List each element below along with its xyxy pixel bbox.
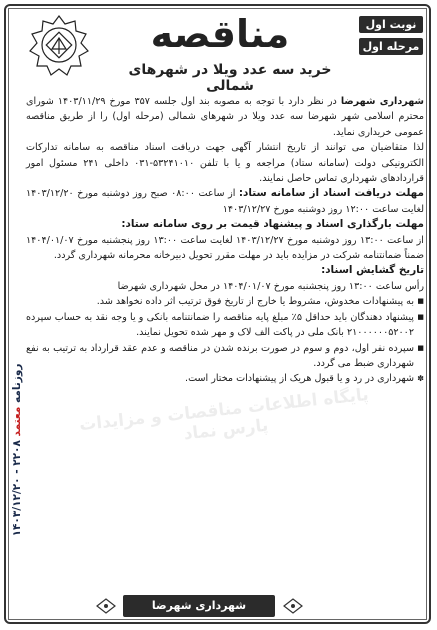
- ornament-icon: [95, 597, 117, 615]
- list-item: ■ سپرده نفر اول، دوم و سوم در صورت برنده شدن در مناقصه و عدم عقد قرارداد به ترتیب به نفع شهرداری ضبط می گردد.: [26, 341, 424, 372]
- upload-heading: مهلت بارگذاری اسناد و پیشنهاد قیمت بر روی سامانه ستاد:: [121, 218, 424, 231]
- notice-badges: [359, 16, 423, 60]
- newspaper-issue: ۲۲۰۸ - ۱۴۰۳/۱۲/۲۰: [11, 440, 23, 537]
- notice-subtitle: خرید سه عدد ویلا در شهرهای شمالی: [128, 62, 332, 94]
- intro-paragraph-2: لذا متقاضیان می توانند از تاریخ انتشار آگهی جهت دریافت اسناد مناقصه به سامانه تدارکات الکترونیکی دولت (سامانه ستاد) مراجعه و یا با تلفن ۵۳۲۴۱۰۱۰-۰۳۱ داخلی ۲۴۱ مسئول امور قراردادهای شهرداری تماس حاصل نمایند.: [26, 142, 425, 185]
- municipality-emblem-icon: [28, 14, 90, 76]
- stage-badge: مرحله اول: [359, 38, 423, 55]
- newspaper-prefix: روزنامه: [11, 363, 23, 403]
- upload-text: از ساعت ۱۳:۰۰ روز دوشنبه مورخ ۱۴۰۳/۱۲/۲۷ لغایت ساعت ۱۳:۰۰ روز پنجشنبه مورخ ۱۴۰۴/۰۱/۰۷ ضمناً ضمانتنامه شرکت در مزایده باید در مهلت مقرر تحویل دبیرخانه محرمانه شهرداری گردد.: [26, 234, 424, 262]
- receive-heading: مهلت دریافت اسناد از سامانه ستاد:: [238, 187, 424, 200]
- intro-paragraph: [26, 94, 424, 140]
- final-note: ✽ شهرداری در رد و یا قبول هریک از پیشنهادات مختار است.: [26, 371, 424, 386]
- footer-signature: شهرداری شهرضا: [123, 595, 275, 617]
- watermark-text: پایگاه اطلاعات مناقصات و مزایدات پارس نماد: [78, 384, 370, 445]
- opening-text: رأس ساعت ۱۳:۰۰ روز پنجشنبه مورخ ۱۴۰۴/۰۱/۰۷ در محل شهرداری شهرضا: [117, 280, 424, 292]
- opening-heading: تاریخ گشایش اسناد:: [321, 264, 424, 277]
- ornament-icon: [282, 597, 304, 615]
- intro-lead: شهرداری شهرضا: [340, 96, 424, 107]
- notice-body: [26, 94, 424, 387]
- notice-title: مناقصه: [150, 12, 290, 56]
- receive-text: از ساعت ۰۸:۰۰ صبح روز دوشنبه مورخ ۱۴۰۳/۱۲/۲۰ لغایت ساعت ۱۲:۰۰ روز دوشنبه مورخ ۱۴۰۳/۱۲/۲۷: [26, 188, 424, 215]
- list-item: ■ پیشنهاد دهندگان باید حداقل ۵٪ مبلغ پایه مناقصه را ضمانتنامه بانکی و یا وجه نقد به حساب سپرده ۲۱۰۰۰۰۰۰۵۲۰۰۲ بانک ملی در پاکت الف لاک و مهر شده تحویل نمایند.: [26, 310, 424, 341]
- newspaper-name: معتمد: [11, 406, 23, 437]
- round-badge: نوبت اول: [359, 16, 423, 33]
- receive-paragraph: [26, 186, 424, 217]
- conditions-list: [26, 294, 424, 386]
- newspaper-side-label: [8, 330, 26, 570]
- intro-text: در نظر دارد با توجه به مصوبه بند اول جلسه ۳۵۷ مورخ ۱۴۰۳/۱۱/۲۹ شورای محترم اسلامی شهر شهرضا سه عدد ویلا در شهرهای شمالی (مرحله اول) را از طریق مناقصه عمومی خریداری نماید.: [26, 96, 424, 138]
- list-item: ■ به پیشنهادات مخدوش، مشروط یا خارج از تاریخ فوق ترتیب اثر داده نخواهد شد.: [26, 294, 424, 309]
